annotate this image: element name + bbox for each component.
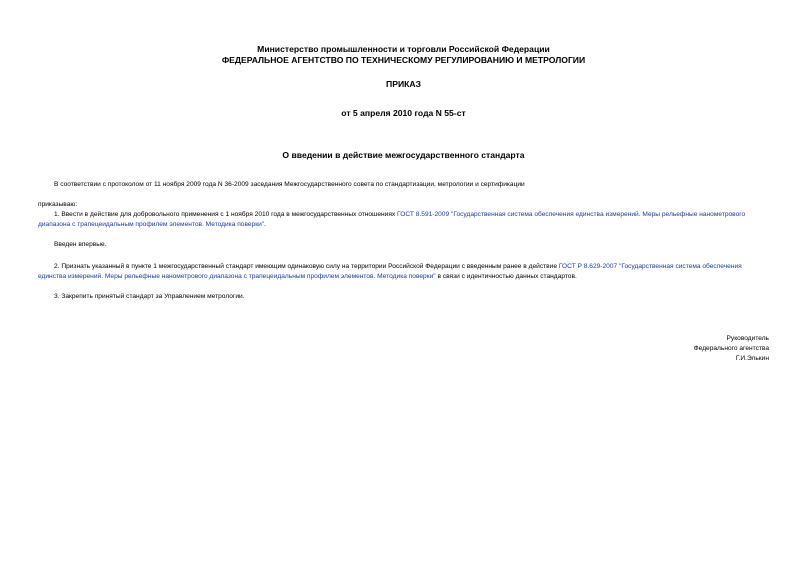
- document-title: О введении в действие межгосударственного стандарта: [282, 150, 525, 160]
- ministry-name: Министерство промышленности и торговли Российской Федерации: [257, 44, 550, 54]
- intro-paragraph: В соответствии с протоколом от 11 ноября 2009 года N 36-2009 заседания Межгосударственного совета по стандартизации, метрологии и сертификации: [54, 181, 525, 188]
- signature-agency: Федерального агентства: [693, 345, 769, 352]
- item-2-paragraph: [38, 262, 769, 282]
- item-2-text: 2. Признать указанный в пункте 1 межгосударственный стандарт имеющим одинаковую силу на территории Российской Федерации с введенным ранее в действие: [54, 263, 559, 270]
- signature-position: Руководитель: [726, 335, 769, 342]
- gost-r-8-629-2007-link[interactable]: ГОСТ Р 8.629-2007 "Государственная система обеспечения единства измерений. Меры рельефные нанометрового диапазона с трапецеидальным профилем элементов. Методика поверки": [38, 263, 742, 280]
- first-intro-note: Введен впервые.: [54, 241, 107, 248]
- item-1-paragraph: [38, 210, 769, 230]
- agency-name: ФЕДЕРАЛЬНОЕ АГЕНТСТВО ПО ТЕХНИЧЕСКОМУ РЕГУЛИРОВАНИЮ И МЕТРОЛОГИИ: [221, 55, 586, 65]
- item-1-text: 1. Ввести в действие для добровольного применения с 1 ноября 2010 года в межгосударственных отношениях: [54, 211, 398, 218]
- order-word: приказываю:: [38, 201, 78, 208]
- item-3-paragraph: 3. Закрепить принятый стандарт за Управлением метрологии.: [54, 293, 245, 300]
- document-type: ПРИКАЗ: [386, 79, 421, 89]
- item-2-end: в связи с идентичностью данных стандартов.: [435, 273, 577, 280]
- gost-8-591-2009-link[interactable]: ГОСТ 8.591-2009 "Государственная система обеспечения единства измерений. Меры рельефные нанометрового диапазона с трапецеидальным профилем элементов. Методика поверки": [38, 211, 746, 228]
- signature-name: Г.И.Элькин: [735, 355, 769, 362]
- item-1-end: .: [264, 221, 266, 228]
- document-date-number: от 5 апреля 2010 года N 55-ст: [341, 108, 466, 118]
